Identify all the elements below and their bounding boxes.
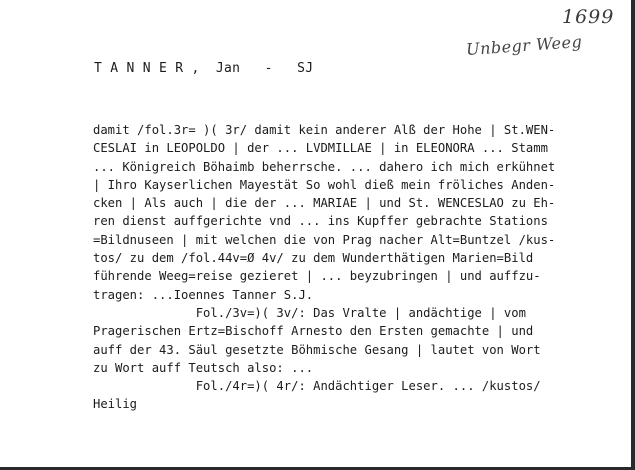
page-number: 1699: [562, 6, 615, 28]
text-line: tos/ zu dem /fol.44v=Ø 4v/ zu dem Wunderthätigen Marien=Bild: [93, 251, 534, 266]
text-line: zu Wort auff Teutsch also: ...: [93, 360, 314, 375]
text-line: ... Königreich Böhaimb beherrsche. ... dahero ich mich erkühnet: [93, 159, 556, 174]
text-line: Heilig: [93, 397, 138, 412]
text-line: führende Weeg=reise gezieret | ... beyzubringen | und auffzu-: [93, 269, 541, 284]
text-line: Fol./4r=)( 4r/: Andächtiger Leser. ... /kustos/: [93, 379, 541, 394]
text-line: | Ihro Kayserlichen Mayestät So wohl dieß mein fröliches Anden-: [93, 177, 556, 192]
card-heading: T A N N E R , Jan - SJ: [94, 61, 314, 76]
handwritten-note: Unbegr Weeg: [465, 31, 583, 60]
text-line: Fol./3v=)( 3v/: Das Vralte | andächtige | vom: [93, 305, 526, 320]
text-line: auff der 43. Säul gesetzte Böhmische Gesang | lautet von Wort: [93, 342, 541, 357]
text-line: =Bildnuseen | mit welchen die von Prag nacher Alt=Buntzel /kus-: [93, 232, 556, 247]
text-line: Pragerischen Ertz=Bischoff Arnesto den Ersten gemachte | und: [93, 324, 534, 339]
text-line: damit /fol.3r= )( 3r/ damit kein anderer Alß der Hohe | St.WEN-: [93, 123, 556, 137]
text-line: CESLAI in LEOPOLDO | der ... LVDMILLAE | in ELEONORA ... Stamm: [93, 141, 548, 156]
card-body-text: [93, 121, 555, 414]
text-line: tragen: ...Ioennes Tanner S.J.: [93, 287, 314, 302]
text-line: ren dienst auffgerichte vnd ... ins Kupffer gebrachte Stations: [93, 214, 548, 229]
text-line: cken | Als auch | die der ... MARIAE | und St. WENCESLAO zu Eh-: [93, 196, 556, 211]
